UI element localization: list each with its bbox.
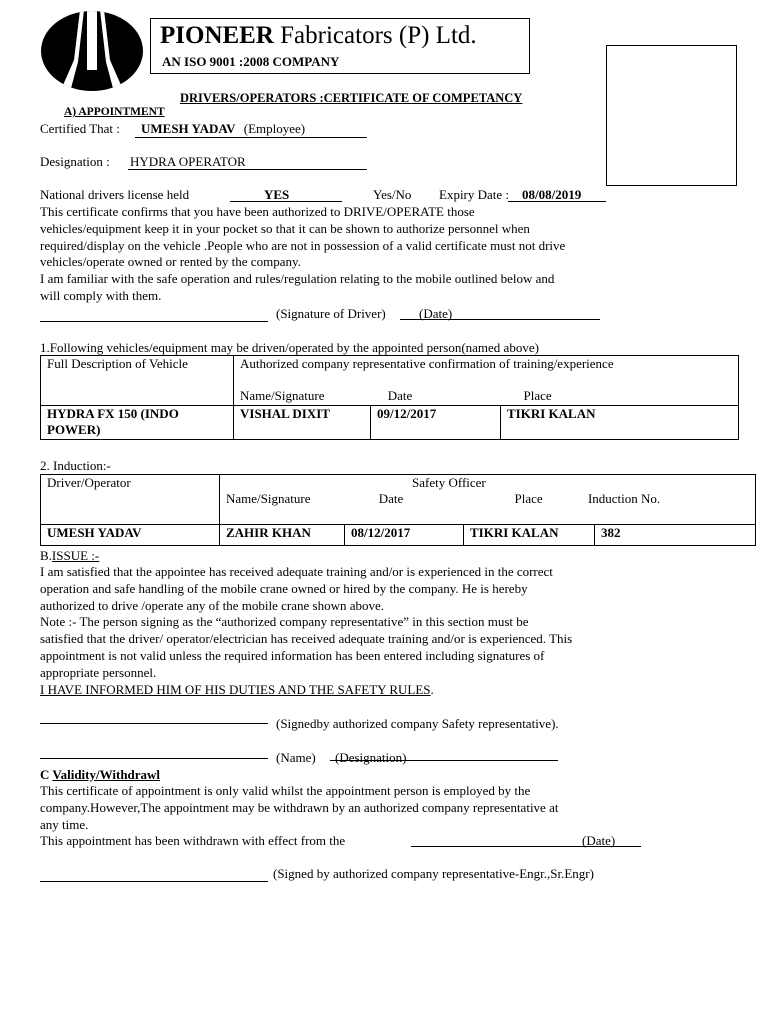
final-signature-caption: (Signed by authorized company representative-Engr.,Sr.Engr) <box>273 866 594 881</box>
license-value: YES <box>264 187 290 202</box>
vehicles-table <box>40 355 739 440</box>
validity-prefix: C <box>40 767 53 782</box>
expiry-value: 08/08/2019 <box>522 187 582 202</box>
withdrawn-label: This appointment has been withdrawn with effect from the <box>40 833 346 848</box>
validity-line: any time. <box>40 816 89 832</box>
safety-signature-line <box>40 723 268 724</box>
informed-statement: I HAVE INFORMED HIM OF HIS DUTIES AND THE SAFETY RULES <box>40 682 431 697</box>
issue-heading: ISSUE :- <box>51 548 100 563</box>
paragraph-line: This certificate confirms that you have been authorized to DRIVE/OPERATE those <box>40 204 475 219</box>
issue-paragraph <box>40 564 572 682</box>
withdrawn-date-caption: (Date) <box>582 833 616 848</box>
name-line <box>40 758 268 759</box>
sub-date: Date <box>378 491 404 506</box>
col-safety-header: Safety Officer Name/Signature Date Place Induction No. <box>220 475 756 525</box>
paragraph-line: vehicles/operate owned or rented by the company. <box>40 254 301 270</box>
rep-name-cell: VISHAL DIXIT <box>234 406 371 440</box>
officer-place-cell: TIKRI KALAN <box>464 525 595 546</box>
rep-place-cell: TIKRI KALAN <box>501 406 739 440</box>
driver-signature-line <box>40 321 268 322</box>
validity-heading: Validity/Withdrawl <box>52 767 161 782</box>
officer-name-cell: ZAHIR KHAN <box>220 525 345 546</box>
sub-induction: Induction No. <box>587 491 661 506</box>
yesno-label: Yes/No <box>373 187 412 202</box>
name-caption: (Name) <box>276 750 316 765</box>
rep-date-cell: 09/12/2017 <box>371 406 501 440</box>
company-subtitle: AN ISO 9001 :2008 COMPANY <box>162 54 340 69</box>
photo-box <box>606 45 737 186</box>
issue-prefix: B. <box>40 548 52 563</box>
certified-suffix: (Employee) <box>243 121 306 136</box>
certificate-title: DRIVERS/OPERATORS :CERTIFICATE OF COMPETANCY <box>180 91 523 105</box>
col-driver-header: Driver/Operator <box>41 475 220 525</box>
issue-line: authorized to drive /operate any of the mobile crane shown above. <box>40 597 385 613</box>
sub-name: Name/Signature <box>226 491 311 506</box>
sub-name: Name/Signature <box>240 388 325 403</box>
certified-name: UMESH YADAV <box>141 121 236 136</box>
designation-value: HYDRA OPERATOR <box>130 154 246 169</box>
validity-paragraph <box>40 783 558 833</box>
final-signature-line <box>40 881 268 882</box>
paragraph-line: required/display on the vehicle .People who are not in possession of a valid certificate must not drive <box>40 237 566 253</box>
col-confirmation-header: Authorized company representative confirmation of training/experience Name/Signature Date Place <box>234 356 739 406</box>
issue-line: I am satisfied that the appointee has received adequate training and/or is experienced in the correct <box>40 564 553 579</box>
sub-date: Date <box>387 388 413 403</box>
issue-line: operation and safe handling of the mobile crane owned or hired by the company. He is hereby <box>40 580 528 596</box>
table-row <box>41 525 756 546</box>
vehicle-cell: HYDRA FX 150 (INDO POWER) <box>41 406 234 440</box>
paragraph-line: will comply with them. <box>40 287 162 303</box>
col-vehicle-header: Full Description of Vehicle <box>41 356 234 406</box>
safety-signature-caption: (Signedby authorized company Safety representative). <box>276 716 559 731</box>
issue-line: Note :- The person signing as the “authorized company representative” in this section must be <box>40 614 529 630</box>
company-header-box <box>150 18 530 74</box>
issue-line: appropriate personnel. <box>40 664 157 680</box>
validity-line: This certificate of appointment is only valid whilst the appointment person is employed by the <box>40 783 531 798</box>
induction-no-cell: 382 <box>595 525 756 546</box>
issue-line: appointment is not valid unless the required information has been entered including signatures of <box>40 647 545 663</box>
appointment-paragraph <box>40 204 565 305</box>
company-name-bold: PIONEER <box>160 22 274 49</box>
expiry-label: Expiry Date : <box>439 187 510 202</box>
certified-label: Certified That : <box>40 121 120 136</box>
vehicles-heading: 1.Following vehicles/equipment may be driven/operated by the appointed person(named above) <box>40 340 539 355</box>
validity-line: company.However,The appointment may be withdrawn by an authorized company representative at <box>40 799 559 815</box>
induction-heading: 2. Induction:- <box>40 458 111 473</box>
designation-caption: (Designation) <box>335 750 407 765</box>
paragraph-line: I am familiar with the safe operation and rules/regulation relating to the mobile outlined below and <box>40 271 555 287</box>
issue-line: satisfied that the driver/ operator/electrician has received adequate training and/or is experienced. This <box>40 631 573 647</box>
table-row <box>41 406 739 440</box>
sub-place: Place <box>514 491 543 506</box>
induction-table <box>40 474 756 546</box>
driver-date-caption: (Date) <box>419 306 453 321</box>
officer-date-cell: 08/12/2017 <box>345 525 464 546</box>
company-name: Fabricators (P) Ltd. <box>280 22 477 49</box>
appointment-heading: A) APPOINTMENT <box>64 106 165 118</box>
sub-place: Place <box>523 388 552 403</box>
driver-cell: UMESH YADAV <box>41 525 220 546</box>
designation-label: Designation : <box>40 154 110 169</box>
paragraph-line: vehicles/equipment keep it in your pocket so that it can be shown to authorize personnel when <box>40 220 530 236</box>
license-label: National drivers license held <box>40 187 190 202</box>
company-logo <box>40 10 144 92</box>
driver-signature-caption: (Signature of Driver) <box>276 306 386 321</box>
